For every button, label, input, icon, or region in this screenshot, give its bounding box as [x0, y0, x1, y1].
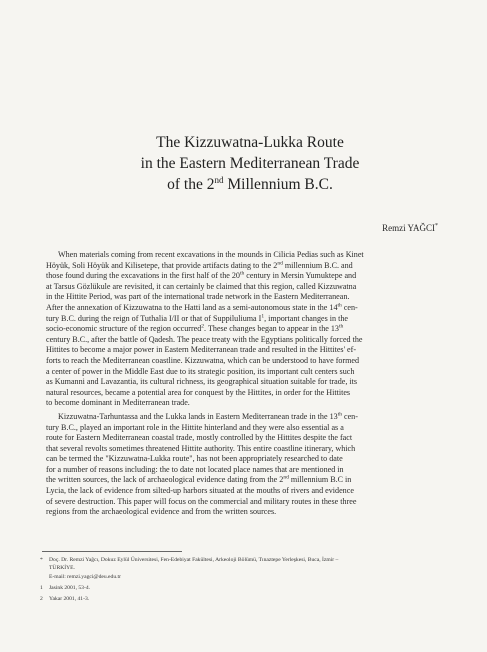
text-line: a center of power in the Middle East due to its strategic position, its important cult centers such: [46, 366, 355, 376]
text-run: tury B.C. during the reign of Tuthalia I/II or that of Suppiluliuma I: [46, 313, 262, 323]
text-line: for a number of reasons including: the to date not located place names that are mentioned in: [46, 464, 344, 474]
footnote-mark: *: [40, 557, 43, 563]
text-run: century in Mersin Yumuktepe and: [244, 271, 357, 281]
text-line: route for Eastern Mediterranean coastal trade, mostly controlled by the Hittites despite the fact: [46, 433, 353, 443]
text-line: [46, 314, 447, 325]
text-line: [46, 475, 447, 486]
text-line: at Tarsus Gözlükule are revisited, it can certainly be claimed that this region, called Kizzuwatna: [46, 281, 357, 291]
author-name: [382, 223, 438, 233]
text-line: Hittites to become a major power in Eastern Mediterranean trade and resulted in the Hittites' ef-: [46, 345, 357, 355]
text-run: Höyük, Soli Höyük and Kilisetepe, that provide artifacts dating to the 2: [46, 260, 278, 270]
text-line: [46, 261, 447, 272]
author-name-text: Remzi YAĞCI: [382, 223, 435, 233]
footnote-text: Doç. Dr. Remzi Yağcı, Dokuz Eylül Üniversitesi, Fen-Edebiyat Fakültesi, Arkeoloji Bölümü, Tınaztepe Yerleşkesi, Buca, İzmir –: [49, 557, 339, 563]
title-line-2: in the Eastern Mediterranean Trade: [140, 155, 360, 172]
text-line: [46, 303, 447, 314]
text-line: of severe destruction. This paper will focus on the commercial and military routes in these three: [46, 496, 357, 506]
text-line: to become dominant in Mediterranean trade.: [46, 398, 190, 408]
footnote-1: [40, 584, 450, 592]
text-line: Lycia, the lack of evidence from silted-up harbors situated at the mouths of rivers and evidence: [46, 486, 354, 496]
title-line-3-start: of the 2: [167, 176, 215, 193]
footnote-2: [40, 595, 450, 603]
footnote-author: [40, 556, 450, 564]
text-line: [46, 412, 447, 423]
text-line: century B.C., after the battle of Qadesh. The peace treaty with the Egyptians politically forced the: [46, 334, 363, 344]
text-line: that several revolts sometimes threatened Hittite authority. This entire coastline itinerary, which: [46, 443, 356, 453]
superscript: th: [337, 302, 342, 309]
text-line: can be termed the "Kizzuwatna-Lukka route", has not been appropriately researched to date: [46, 454, 343, 464]
footnote-ref-1: 1: [261, 312, 265, 319]
footnote-divider: [42, 551, 182, 552]
text-run: , important changes in the: [264, 313, 348, 323]
superscript: th: [338, 323, 344, 330]
text-line: in the Hittite Period, was part of the international trade network in the Eastern Mediterranean.: [46, 292, 350, 302]
paragraph-1: [46, 250, 447, 409]
superscript: nd: [277, 259, 283, 266]
text-run: After the annexation of Kizzuwatna to the Hatti land as a semi-autonomous state in the 14: [46, 302, 338, 312]
footnote-text-continued: TÜRKİYE.: [49, 565, 75, 572]
text-run: cen-: [341, 302, 358, 312]
text-line: regions from the archaeological evidence and from the written sources.: [46, 507, 277, 517]
title-superscript: nd: [214, 174, 224, 185]
text-line: When materials coming from recent excavations in the mounds in Cilicia Pedias such as Kinet: [58, 250, 364, 259]
text-line: forts to reach the Mediterranean coastline. Kizzuwatna, which can be understood to have formed: [46, 355, 360, 365]
text-run: socio-economic structure of the region occurred: [46, 324, 202, 334]
body-text: [46, 250, 447, 518]
footnote-mark: 2: [40, 596, 43, 603]
text-run: millennium B.C. and: [282, 260, 353, 270]
superscript: nd: [283, 474, 289, 481]
text-run: millennium B.C in: [288, 475, 352, 485]
footnote-text: Jasink 2001, 53-4.: [49, 584, 91, 591]
superscript: th: [239, 270, 245, 277]
text-run: the written sources, the lack of archaeological evidence dating from the 2: [46, 475, 284, 485]
footnotes: [40, 556, 450, 603]
author-footnote-mark: *: [435, 223, 438, 229]
title-line-1: The Kizzuwatna-Lukka Route: [156, 134, 344, 151]
footnote-mark: 1: [40, 584, 43, 591]
superscript: th: [337, 411, 342, 418]
text-run: . These changes began to appear in the 13: [204, 324, 339, 334]
footnote-text: Yakar 2001, 41-3.: [49, 596, 90, 603]
text-line: [46, 271, 447, 282]
text-run: cen-: [341, 411, 358, 421]
text-run: those found during the excavations in the first half of the 20: [46, 271, 240, 281]
title-line-3-end: Millennium B.C.: [223, 176, 333, 193]
footnote-ref-2: 2: [201, 323, 205, 330]
text-run: Kizzuwatna-Tarhuntassa and the Lukka lands in Eastern Mediterranean trade in the 13: [58, 411, 338, 421]
paper-title: [60, 132, 440, 195]
text-line: as Kumanni and Lavazantia, its cultural richness, its geographical situation suitable for trade, its: [46, 377, 358, 387]
text-line: natural resources, became a potential area for conquest by the Hittites, in order for the Hittites: [46, 387, 351, 397]
paragraph-2: [46, 412, 447, 518]
text-line: tury B.C., played an important role in the Hittite hinterland and they were also essential as a: [46, 422, 344, 432]
title-line-3: [60, 174, 440, 195]
text-line: [46, 324, 447, 335]
author-email: E-mail: remzi.yagci@deu.edu.tr: [49, 573, 121, 580]
